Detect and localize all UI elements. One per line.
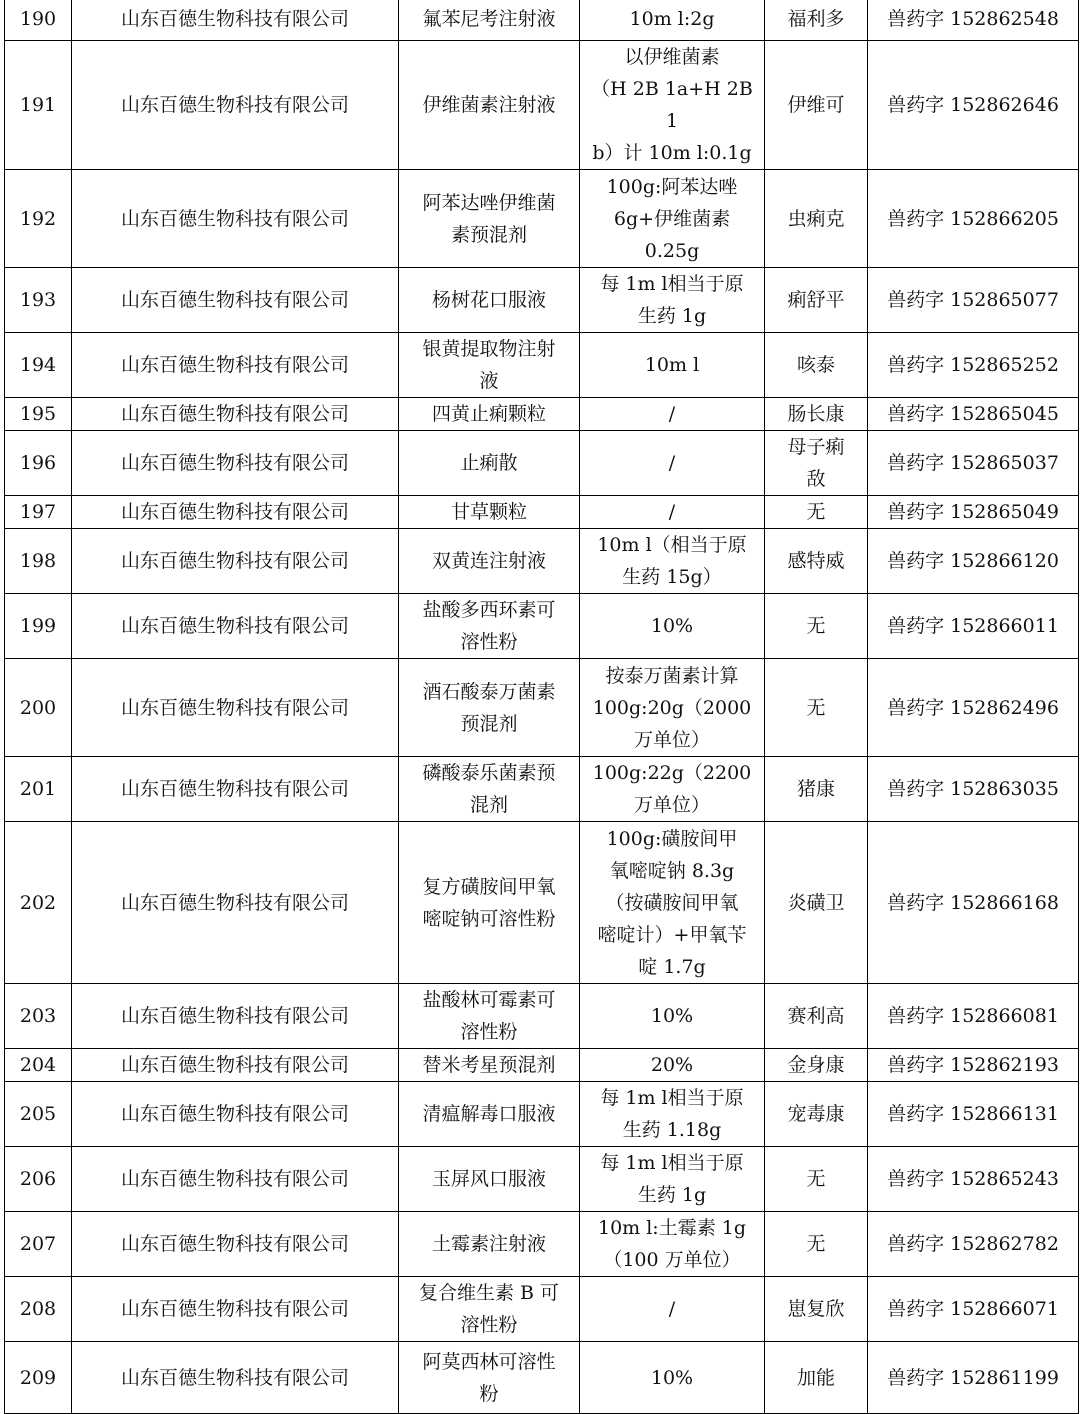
serial-number-cell: 197 (5, 496, 72, 529)
serial-number-cell: 198 (5, 529, 72, 594)
company-cell: 山东百德生物科技有限公司 (72, 1082, 399, 1147)
drug-name-line: 嘧啶钠可溶性粉 (422, 907, 556, 930)
trade-name-cell (765, 594, 868, 659)
company-cell: 山东百德生物科技有限公司 (72, 333, 399, 398)
serial-number-cell: 204 (5, 1049, 72, 1082)
specification-line: / (668, 1298, 676, 1320)
specification-cell (580, 594, 765, 659)
specification-cell (580, 1147, 765, 1212)
specification-cell (580, 659, 765, 757)
trade-name-cell (765, 496, 868, 529)
serial-number-cell: 209 (5, 1342, 72, 1414)
trade-name-line: 无 (806, 696, 826, 719)
license-number-cell: 兽药字 152866205 (868, 170, 1079, 268)
company-cell: 山东百德生物科技有限公司 (72, 984, 399, 1049)
drug-name-cell (399, 1147, 580, 1212)
specification-line: 10% (650, 615, 694, 637)
trade-name-line: 肠长康 (787, 403, 845, 425)
trade-name-cell (765, 1212, 868, 1277)
trade-name-cell (765, 431, 868, 496)
trade-name-line: 痢舒平 (787, 289, 845, 311)
license-number-cell: 兽药字 152861199 (868, 1342, 1079, 1414)
license-number-cell: 兽药字 152866131 (868, 1082, 1079, 1147)
drug-name-cell (399, 529, 580, 594)
table-row (5, 1147, 1079, 1212)
trade-name-cell (765, 41, 868, 170)
specification-line: 万单位） (633, 728, 710, 751)
specification-line: 100g:磺胺间甲 (606, 827, 738, 850)
trade-name-line: 咳泰 (796, 354, 835, 376)
specification-line: / (668, 501, 676, 523)
specification-line: 氧嘧啶钠 8.3g (609, 859, 735, 882)
company-cell: 山东百德生物科技有限公司 (72, 268, 399, 333)
company-cell: 山东百德生物科技有限公司 (72, 594, 399, 659)
specification-cell (580, 496, 765, 529)
drug-name-line: 替米考星预混剂 (422, 1054, 556, 1076)
drug-name-line: 酒石酸泰万菌素 (422, 680, 556, 703)
license-number-cell: 兽药字 152866011 (868, 594, 1079, 659)
company-cell: 山东百德生物科技有限公司 (72, 659, 399, 757)
table-row (5, 757, 1079, 822)
trade-name-line: 无 (806, 615, 826, 637)
drug-name-cell (399, 659, 580, 757)
specification-cell (580, 1342, 765, 1414)
serial-number-cell: 200 (5, 659, 72, 757)
specification-cell (580, 1277, 765, 1342)
specification-line: 啶 1.7g (638, 955, 706, 978)
trade-name-cell (765, 1277, 868, 1342)
trade-name-cell (765, 0, 868, 41)
drug-name-line: 氟苯尼考注射液 (422, 7, 556, 30)
drug-name-line: 阿莫西林可溶性 (422, 1350, 556, 1373)
drug-name-cell (399, 1049, 580, 1082)
trade-name-line: 福利多 (787, 7, 845, 30)
license-number-cell: 兽药字 152865252 (868, 333, 1079, 398)
company-cell: 山东百德生物科技有限公司 (72, 170, 399, 268)
specification-line: 6g+伊维菌素 (613, 207, 731, 230)
table-row (5, 1082, 1079, 1147)
license-number-cell: 兽药字 152862548 (868, 0, 1079, 41)
trade-name-cell (765, 333, 868, 398)
drug-name-line: 粉 (479, 1382, 499, 1405)
trade-name-line: 母子痢 (787, 436, 845, 458)
table-row (5, 333, 1079, 398)
drug-name-cell (399, 1082, 580, 1147)
table-row (5, 1277, 1079, 1342)
specification-cell (580, 431, 765, 496)
specification-line: / (668, 452, 676, 474)
drug-name-line: 复方磺胺间甲氧 (422, 875, 556, 898)
serial-number-cell: 207 (5, 1212, 72, 1277)
drug-name-cell (399, 41, 580, 170)
drug-name-line: 双黄连注射液 (431, 550, 546, 572)
serial-number-cell: 190 (5, 0, 72, 41)
trade-name-line: 感特威 (787, 550, 845, 572)
license-number-cell: 兽药字 152862646 (868, 41, 1079, 170)
drug-name-line: 盐酸林可霉素可 (422, 989, 556, 1011)
specification-line: 20% (650, 1054, 694, 1076)
trade-name-line: 无 (806, 1168, 826, 1190)
table-row (5, 1342, 1079, 1414)
specification-cell (580, 398, 765, 431)
trade-name-line: 伊维可 (787, 94, 845, 116)
specification-line: 100g:22g（2200 (592, 762, 752, 784)
trade-name-cell (765, 1342, 868, 1414)
company-cell: 山东百德生物科技有限公司 (72, 496, 399, 529)
drug-name-line: 止痢散 (460, 452, 518, 474)
specification-line: 100g:阿苯达唑 (606, 175, 738, 198)
serial-number-cell: 205 (5, 1082, 72, 1147)
trade-name-cell (765, 757, 868, 822)
trade-name-cell (765, 984, 868, 1049)
drug-name-line: 溶性粉 (460, 1314, 518, 1336)
license-number-cell: 兽药字 152866071 (868, 1277, 1079, 1342)
drug-name-line: 盐酸多西环素可 (422, 599, 556, 621)
trade-name-cell (765, 529, 868, 594)
serial-number-cell: 195 (5, 398, 72, 431)
drug-name-cell (399, 1277, 580, 1342)
specification-line: 每 1m l相当于原 (600, 1152, 744, 1174)
serial-number-cell: 191 (5, 41, 72, 170)
table-row (5, 170, 1079, 268)
serial-number-cell: 194 (5, 333, 72, 398)
specification-line: 嘧啶计）+甲氧苄 (597, 923, 747, 946)
specification-line: 10m l (644, 354, 700, 376)
trade-name-cell (765, 1082, 868, 1147)
table-row (5, 41, 1079, 170)
table-body (5, 0, 1079, 1414)
drug-name-line: 伊维菌素注射液 (422, 94, 556, 116)
company-cell: 山东百德生物科技有限公司 (72, 41, 399, 170)
specification-line: 按泰万菌素计算 (605, 664, 739, 687)
drug-name-line: 杨树花口服液 (431, 289, 546, 311)
serial-number-cell: 202 (5, 822, 72, 984)
specification-line: b）计 10m l:0.1g (592, 142, 752, 164)
company-cell: 山东百德生物科技有限公司 (72, 1212, 399, 1277)
drug-name-line: 复合维生素 B 可 (418, 1282, 560, 1304)
specification-line: 生药 1g (637, 305, 707, 327)
specification-cell (580, 268, 765, 333)
specification-line: 100g:20g（2000 (592, 696, 752, 719)
drug-name-cell (399, 0, 580, 41)
table-row (5, 431, 1079, 496)
serial-number-cell: 199 (5, 594, 72, 659)
license-number-cell: 兽药字 152865049 (868, 496, 1079, 529)
serial-number-cell: 208 (5, 1277, 72, 1342)
specification-line: 10% (650, 1005, 694, 1027)
table-row (5, 529, 1079, 594)
specification-line: 10m l:土霉素 1g (597, 1217, 746, 1239)
serial-number-cell: 192 (5, 170, 72, 268)
specification-line: 生药 1.18g (622, 1119, 722, 1141)
trade-name-line: 崽复欣 (787, 1298, 845, 1320)
trade-name-cell (765, 170, 868, 268)
trade-name-line: 赛利高 (787, 1005, 845, 1027)
company-cell: 山东百德生物科技有限公司 (72, 757, 399, 822)
company-cell: 山东百德生物科技有限公司 (72, 1049, 399, 1082)
license-number-cell: 兽药字 152865243 (868, 1147, 1079, 1212)
serial-number-cell: 193 (5, 268, 72, 333)
license-number-cell: 兽药字 152865077 (868, 268, 1079, 333)
specification-line: （H 2B 1a+H 2B 1 (591, 78, 753, 132)
license-number-cell: 兽药字 152865045 (868, 398, 1079, 431)
trade-name-line: 炎磺卫 (787, 891, 845, 914)
company-cell: 山东百德生物科技有限公司 (72, 1147, 399, 1212)
trade-name-cell (765, 822, 868, 984)
table-row (5, 268, 1079, 333)
drug-name-line: 溶性粉 (460, 631, 518, 653)
specification-cell (580, 333, 765, 398)
license-number-cell: 兽药字 152866168 (868, 822, 1079, 984)
license-number-cell: 兽药字 152866081 (868, 984, 1079, 1049)
trade-name-cell (765, 1147, 868, 1212)
specification-line: 生药 1g (637, 1184, 707, 1206)
drug-registry-table (4, 0, 1079, 1414)
trade-name-cell (765, 1049, 868, 1082)
specification-cell (580, 757, 765, 822)
company-cell: 山东百德生物科技有限公司 (72, 1277, 399, 1342)
specification-cell (580, 41, 765, 170)
license-number-cell: 兽药字 152862193 (868, 1049, 1079, 1082)
trade-name-cell (765, 268, 868, 333)
specification-cell (580, 822, 765, 984)
table-row (5, 594, 1079, 659)
drug-name-cell (399, 170, 580, 268)
drug-name-cell (399, 431, 580, 496)
drug-name-line: 阿苯达唑伊维菌 (422, 191, 556, 214)
table-row (5, 1049, 1079, 1082)
serial-number-cell: 203 (5, 984, 72, 1049)
trade-name-line: 无 (806, 501, 826, 523)
license-number-cell: 兽药字 152866120 (868, 529, 1079, 594)
trade-name-line: 猪康 (796, 778, 835, 800)
specification-line: （100 万单位） (603, 1249, 741, 1271)
specification-line: 10m l:2g (629, 7, 715, 30)
specification-line: 10% (650, 1366, 694, 1389)
trade-name-cell (765, 398, 868, 431)
license-number-cell: 兽药字 152862496 (868, 659, 1079, 757)
drug-name-cell (399, 822, 580, 984)
table-row (5, 822, 1079, 984)
drug-name-line: 磷酸泰乐菌素预 (422, 762, 556, 784)
serial-number-cell: 201 (5, 757, 72, 822)
drug-name-cell (399, 594, 580, 659)
specification-cell (580, 170, 765, 268)
trade-name-line: 金身康 (787, 1054, 845, 1076)
drug-name-line: 溶性粉 (460, 1021, 518, 1043)
company-cell: 山东百德生物科技有限公司 (72, 0, 399, 41)
table-row (5, 659, 1079, 757)
drug-name-line: 混剂 (469, 794, 508, 816)
table-row (5, 984, 1079, 1049)
specification-line: （按磺胺间甲氧 (605, 891, 739, 914)
specification-cell (580, 529, 765, 594)
specification-cell (580, 984, 765, 1049)
drug-name-cell (399, 268, 580, 333)
drug-name-cell (399, 496, 580, 529)
drug-name-line: 素预混剂 (450, 223, 527, 246)
drug-name-cell (399, 398, 580, 431)
specification-cell (580, 1082, 765, 1147)
drug-name-cell (399, 984, 580, 1049)
company-cell: 山东百德生物科技有限公司 (72, 431, 399, 496)
trade-name-line: 敌 (806, 468, 826, 490)
trade-name-line: 无 (806, 1233, 826, 1255)
specification-cell (580, 1049, 765, 1082)
specification-line: 0.25g (644, 239, 700, 262)
specification-line: 10m l（相当于原 (597, 534, 747, 556)
specification-line: 生药 15g） (622, 566, 722, 588)
drug-name-line: 玉屏风口服液 (431, 1168, 546, 1190)
specification-line: 每 1m l相当于原 (600, 273, 744, 295)
drug-name-cell (399, 757, 580, 822)
drug-name-cell (399, 333, 580, 398)
specification-cell (580, 1212, 765, 1277)
trade-name-line: 加能 (796, 1366, 835, 1389)
drug-name-line: 清瘟解毒口服液 (422, 1103, 556, 1125)
specification-line: 万单位） (633, 794, 710, 816)
license-number-cell: 兽药字 152863035 (868, 757, 1079, 822)
trade-name-line: 宠毒康 (787, 1103, 845, 1125)
specification-line: / (668, 403, 676, 425)
table-row (5, 0, 1079, 41)
table-row (5, 398, 1079, 431)
trade-name-line: 虫痢克 (787, 207, 845, 230)
company-cell: 山东百德生物科技有限公司 (72, 529, 399, 594)
drug-name-cell (399, 1212, 580, 1277)
serial-number-cell: 196 (5, 431, 72, 496)
drug-name-line: 液 (479, 370, 499, 392)
specification-cell (580, 0, 765, 41)
drug-name-line: 甘草颗粒 (450, 501, 527, 523)
drug-name-line: 预混剂 (460, 712, 518, 735)
company-cell: 山东百德生物科技有限公司 (72, 398, 399, 431)
table-row (5, 496, 1079, 529)
trade-name-cell (765, 659, 868, 757)
specification-line: 每 1m l相当于原 (600, 1087, 744, 1109)
drug-name-line: 银黄提取物注射 (422, 338, 556, 360)
table-row (5, 1212, 1079, 1277)
serial-number-cell: 206 (5, 1147, 72, 1212)
company-cell: 山东百德生物科技有限公司 (72, 822, 399, 984)
company-cell: 山东百德生物科技有限公司 (72, 1342, 399, 1414)
drug-name-cell (399, 1342, 580, 1414)
license-number-cell: 兽药字 152865037 (868, 431, 1079, 496)
specification-line: 以伊维菌素 (624, 46, 720, 68)
drug-name-line: 四黄止痢颗粒 (431, 403, 546, 425)
drug-name-line: 土霉素注射液 (431, 1233, 546, 1255)
license-number-cell: 兽药字 152862782 (868, 1212, 1079, 1277)
